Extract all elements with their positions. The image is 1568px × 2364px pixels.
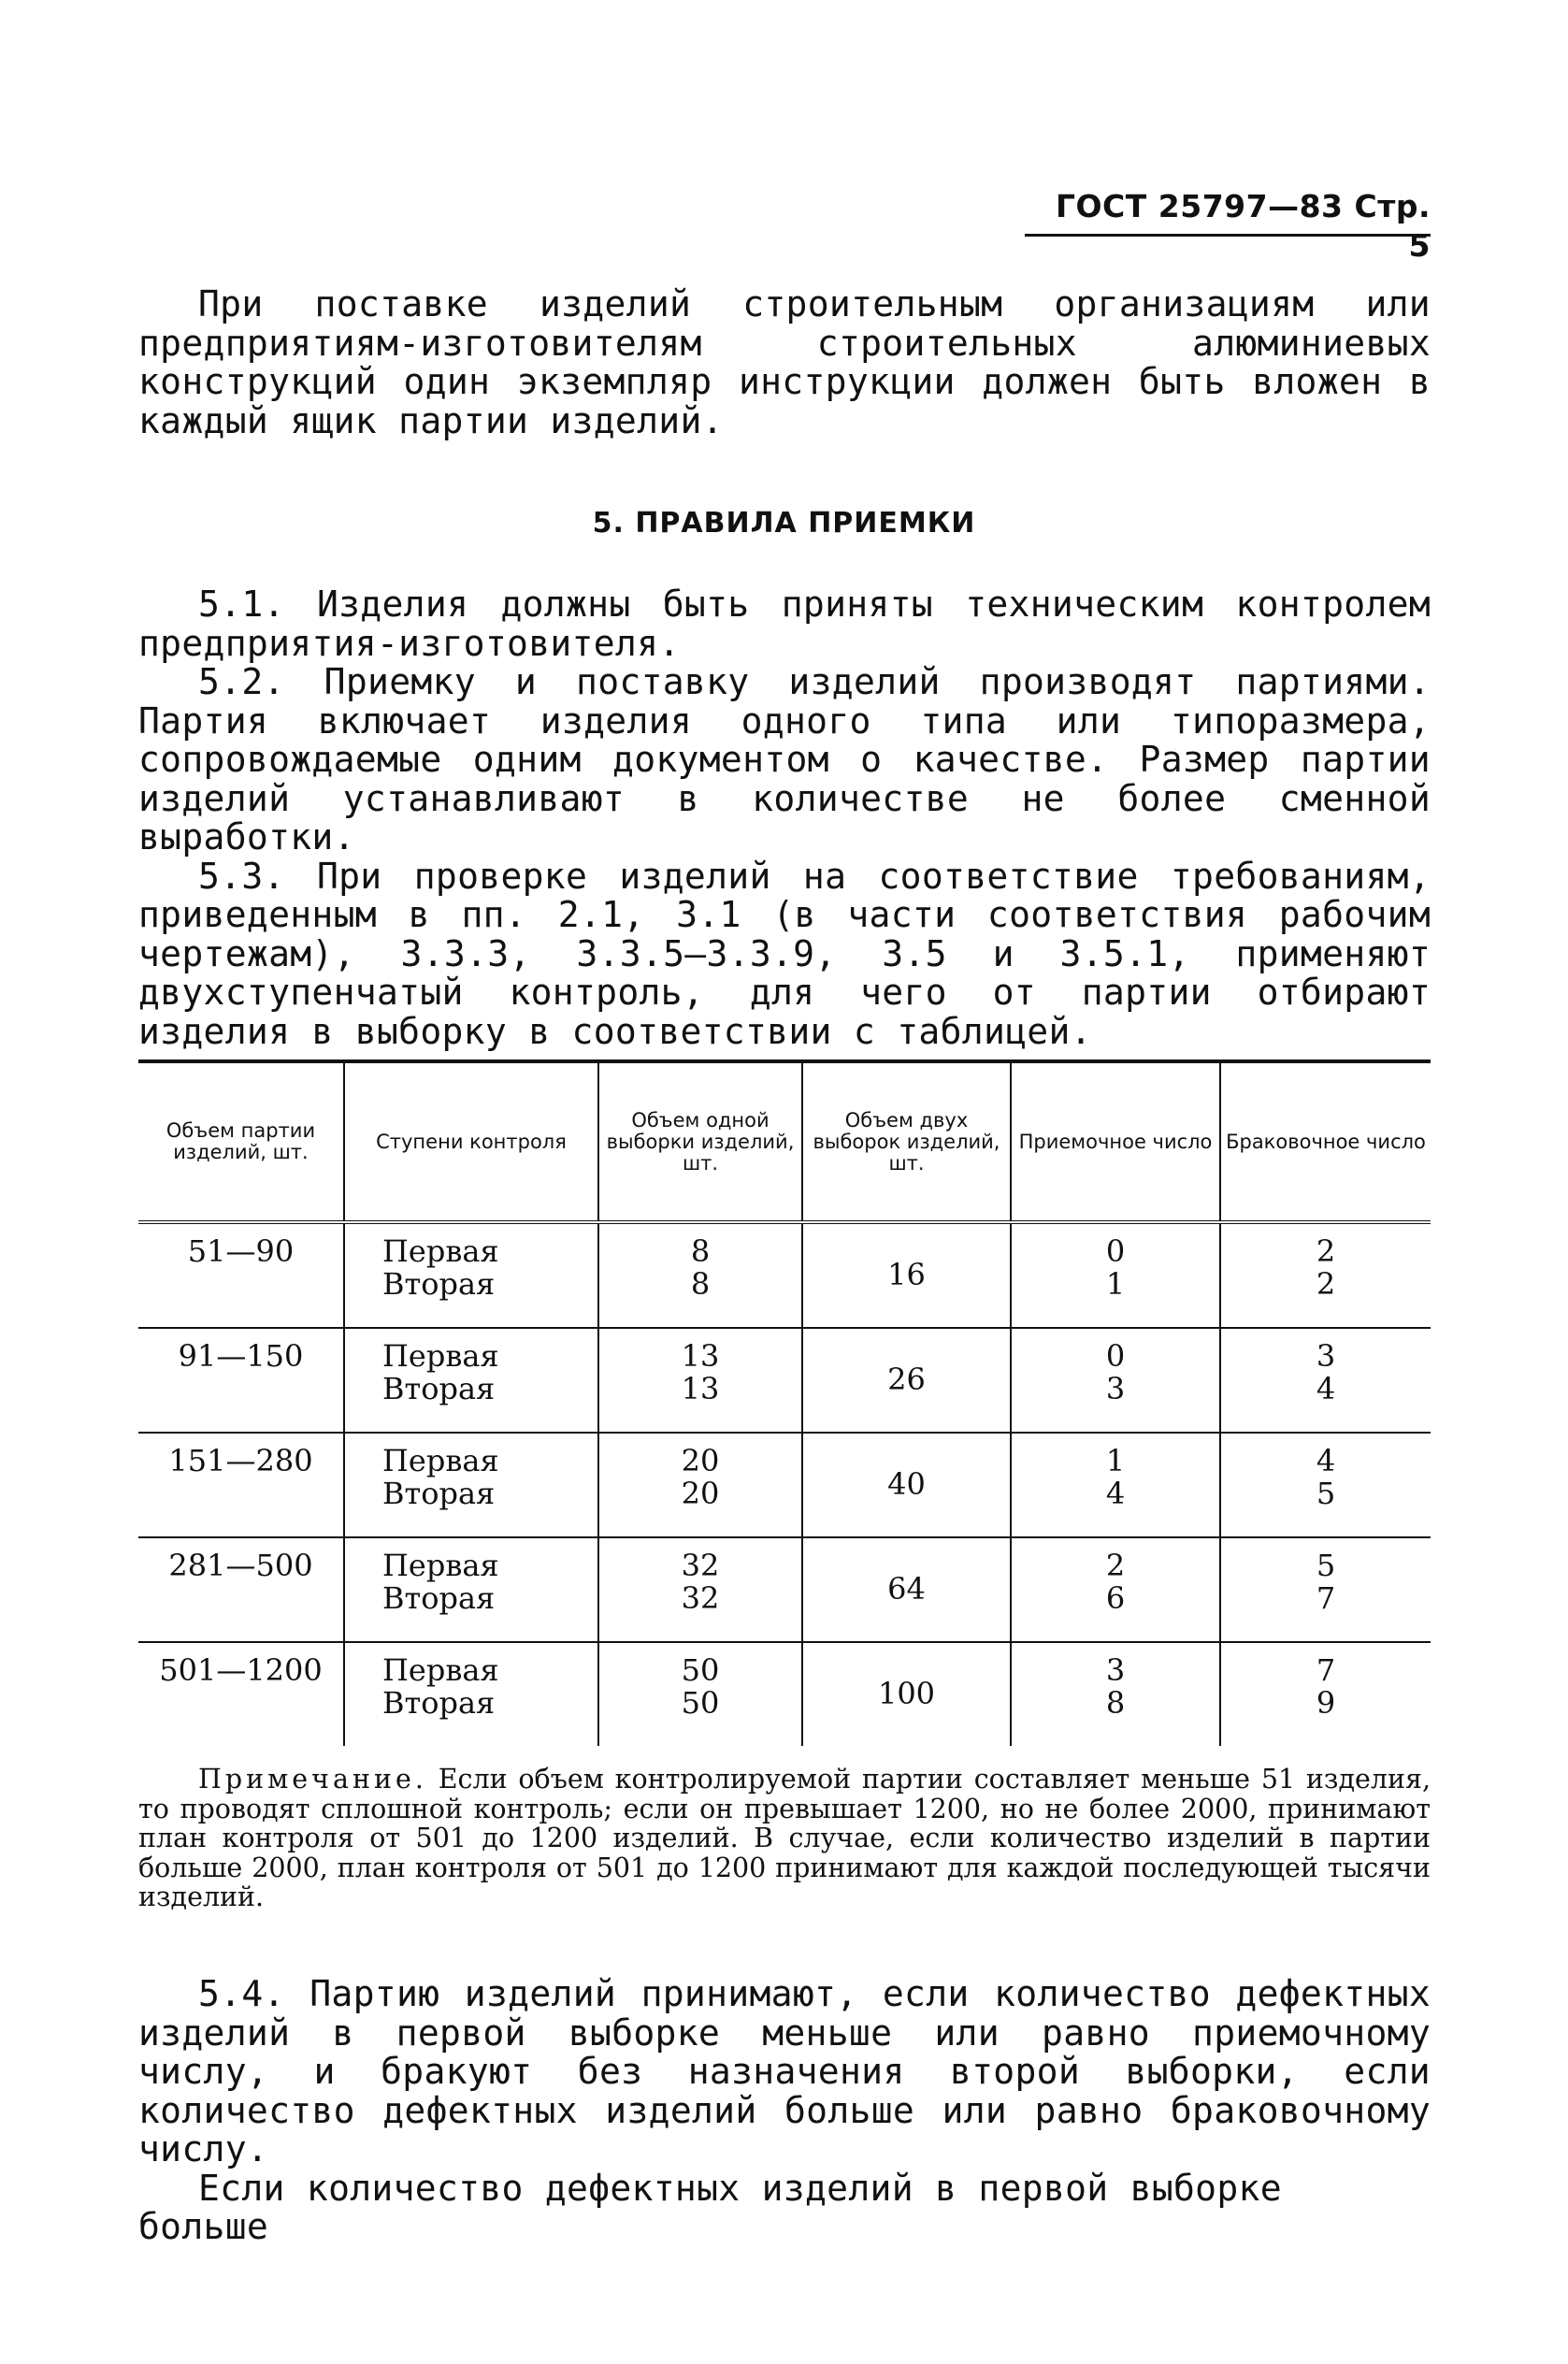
col-single-sample: Объем одной выборки изделий, шт.: [598, 1061, 802, 1222]
single-sample: 32 32: [598, 1537, 802, 1642]
stages: Первая Вторая: [344, 1328, 598, 1433]
acceptance-number: 2 6: [1011, 1537, 1220, 1642]
table-row: [138, 1328, 1431, 1433]
intro-text: При поставке изделий строительным организациям или предприятиям-изготовителям строительных алюминиевых конструкций один экземпляр инструкции должен быть вложен в каждый ящик партии изделий.: [138, 283, 1431, 441]
single-sample: 8 8: [598, 1222, 802, 1328]
note-label: Примечание.: [198, 1764, 427, 1795]
col-lot-size: Объем партии изделий, шт.: [138, 1061, 344, 1222]
double-sample: 100: [802, 1642, 1011, 1746]
table-row: [138, 1537, 1431, 1642]
acceptance-number: 0 3: [1011, 1328, 1220, 1433]
rejection-number: 3 4: [1220, 1328, 1431, 1433]
intro-paragraph: [138, 285, 1431, 440]
clause-5-4: 5.4. Партию изделий принимают, если количество дефектных изделий в первой выборке меньше или равно приемочному числу, и бракуют без назначения второй выборки, если количество дефектных изделий больше или равно браковочному числу.: [138, 1973, 1431, 2169]
lot-size: 51—90: [187, 1233, 295, 1269]
acceptance-number: 0 1: [1011, 1222, 1220, 1328]
col-stages: Ступени контроля: [344, 1061, 598, 1222]
stages: Первая Вторая: [344, 1642, 598, 1746]
sampling-table: [138, 1059, 1431, 1746]
single-sample: 13 13: [598, 1328, 802, 1433]
table-row: [138, 1222, 1431, 1328]
clause-5-2: 5.2. Приемку и поставку изделий производят партиями. Партия включает изделия одного типа или типоразмера, сопровождаемые одним документом о качестве. Размер партии изделий устанавливают в количестве не более сменной выработки.: [138, 661, 1431, 858]
stages: Первая Вторая: [344, 1222, 598, 1328]
single-sample: 50 50: [598, 1642, 802, 1746]
continuation-line: Если количество дефектных изделий в первой выборке больше: [138, 2167, 1282, 2247]
rejection-number: 5 7: [1220, 1537, 1431, 1642]
single-sample: 20 20: [598, 1433, 802, 1537]
note-text: Если объем контролируемой партии составляет меньше 51 изделия, то проводят сплошной контроль; если он превышает 1200, но не более 2000, принимают план контроля от 501 до 1200 изделий. В случае, если количество изделий в партии больше 2000, план контроля от 501 до 1200 принимают для каждой последующей тысячи изделий.: [138, 1764, 1431, 1912]
table-row: [138, 1642, 1431, 1746]
acceptance-number: 1 4: [1011, 1433, 1220, 1537]
clause-5-4-block: [138, 1975, 1431, 2247]
double-sample: 40: [802, 1433, 1011, 1537]
section-title: 5. ПРАВИЛА ПРИЕМКИ: [592, 507, 976, 540]
double-sample: 26: [802, 1328, 1011, 1433]
lot-size: 151—280: [138, 1433, 344, 1537]
clause-5-3: 5.3. При проверке изделий на соответствие требованиям, приведенным в пп. 2.1, 3.1 (в части соответствия рабочим чертежам), 3.3.3, 3.3.5—3.3.9, 3.5 и 3.5.1, применяют двухступенчатый контроль, для чего от партии отбирают изделия в выборку в соответствии с таблицей.: [138, 855, 1431, 1052]
clause-5-1: 5.1. Изделия должны быть приняты техническим контролем предприятия-изготовителя.: [138, 584, 1431, 664]
lot-size: 91—150: [138, 1328, 344, 1433]
page-header: ГОСТ 25797—83 Стр. 5: [1025, 187, 1431, 237]
lot-size: 281—500: [138, 1537, 344, 1642]
col-acceptance-number: Приемочное число: [1011, 1061, 1220, 1222]
acceptance-number: 3 8: [1011, 1642, 1220, 1746]
double-sample: 16: [802, 1222, 1011, 1328]
col-rejection-number: Браковочное число: [1220, 1061, 1431, 1222]
col-double-sample: Объем двух выборок изделий, шт.: [802, 1061, 1011, 1222]
stages: Первая Вторая: [344, 1433, 598, 1537]
table-header-row: [138, 1061, 1431, 1222]
rejection-number: 7 9: [1220, 1642, 1431, 1746]
stages: Первая Вторая: [344, 1537, 598, 1642]
clauses-block: [138, 585, 1431, 1051]
rejection-number: 2 2: [1220, 1222, 1431, 1328]
table-row: [138, 1433, 1431, 1537]
double-sample: 64: [802, 1537, 1011, 1642]
lot-size: 501—1200: [138, 1642, 344, 1746]
table-note: [138, 1765, 1431, 1912]
rejection-number: 4 5: [1220, 1433, 1431, 1537]
